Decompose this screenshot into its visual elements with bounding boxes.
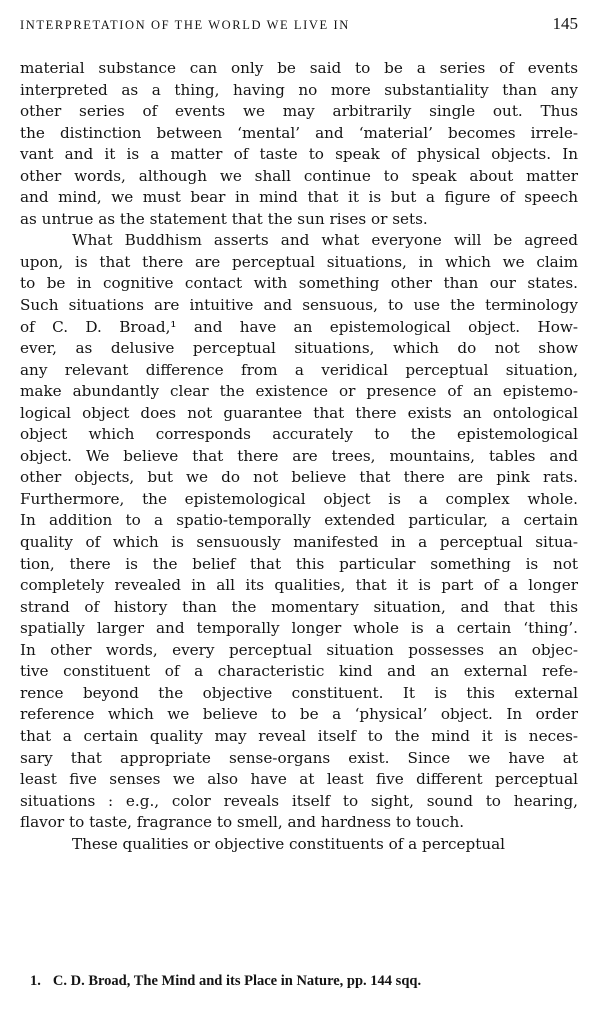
page-header [20, 14, 578, 40]
text-line: These qualities or objective constituents of a perceptual [72, 834, 506, 853]
text-line: that a certain quality may reveal itself to the mind it is neces- [20, 726, 578, 745]
text-line: material substance can only be said to be a series of events [20, 59, 578, 77]
text-line: least five senses we also have at least five different perceptual [20, 770, 578, 789]
text-line: make abundantly clear the existence or presence of an epistemo- [20, 382, 578, 401]
footnote [30, 973, 570, 990]
text-line: other series of events we may arbitrarily single out. Thus [20, 102, 578, 121]
text-line: the distinction between ‘mental’ and ‘material’ becomes irrele- [20, 123, 578, 142]
text-line: vant and it is a matter of taste to speak of physical objects. In [20, 145, 578, 164]
paragraph [20, 834, 578, 856]
text-line: tive constituent of a characteristic kind and an external refe- [20, 662, 578, 681]
text-line: completely revealed in all its qualities, that it is part of a longer [20, 576, 578, 595]
text-line: sary that appropriate sense-organs exist. Since we have at [20, 748, 578, 767]
text-line: strand of history than the momentary situation, and that this [20, 597, 578, 616]
text-line: upon, is that there are perceptual situations, in which we claim [20, 252, 578, 271]
paragraph [20, 58, 578, 230]
text-line: logical object does not guarantee that there exists an ontological [20, 403, 578, 422]
text-line: In other words, every perceptual situation possesses an objec- [20, 640, 578, 659]
footnote-text: C. D. Broad, The Mind and its Place in Nature, pp. 144 sqq. [52, 973, 422, 989]
text-line: interpreted as a thing, having no more substantiality than any [20, 80, 578, 99]
text-line: Furthermore, the epistemological object is a complex whole. [20, 489, 578, 508]
text-line: In addition to a spatio-temporally extended particular, a certain [20, 511, 578, 530]
text-line: What Buddhism asserts and what everyone will be agreed [72, 231, 578, 250]
text-line: object which corresponds accurately to the epistemological [20, 425, 578, 444]
text-line: tion, there is the belief that this particular something is not [20, 554, 578, 573]
text-line: quality of which is sensuously manifested in a perceptual situa- [20, 533, 578, 552]
text-line: rence beyond the objective constituent. It is this external [20, 683, 578, 702]
footnote-marker: 1. [30, 973, 41, 989]
text-line: of C. D. Broad,¹ and have an epistemological object. How- [20, 317, 578, 336]
text-line: to be in cognitive contact with something other than our states. [20, 274, 578, 293]
text-line: any relevant difference from a veridical perceptual situation, [20, 360, 578, 379]
text-line: as untrue as the statement that the sun rises or sets. [20, 209, 428, 228]
running-head: INTERPRETATION OF THE WORLD WE LIVE IN [20, 18, 350, 32]
text-line: spatially larger and temporally longer whole is a certain ‘thing’. [20, 619, 578, 638]
text-line: and mind, we must bear in mind that it is but a figure of speech [20, 188, 578, 207]
body-text [20, 58, 578, 855]
text-line: flavor to taste, fragrance to smell, and hardness to touch. [20, 813, 465, 832]
page-number: 145 [552, 14, 578, 33]
text-line: other objects, but we do not believe that there are pink rats. [20, 468, 578, 487]
text-line: reference which we believe to be a ‘physical’ object. In order [20, 705, 578, 724]
text-line: object. We believe that there are trees, mountains, tables and [20, 446, 578, 465]
paragraph [20, 230, 578, 833]
text-line: situations : e.g., color reveals itself to sight, sound to hearing, [20, 791, 578, 810]
text-line: ever, as delusive perceptual situations, which do not show [20, 339, 578, 358]
text-line: Such situations are intuitive and sensuous, to use the terminology [20, 296, 578, 315]
text-line: other words, although we shall continue to speak about matter [20, 166, 578, 185]
